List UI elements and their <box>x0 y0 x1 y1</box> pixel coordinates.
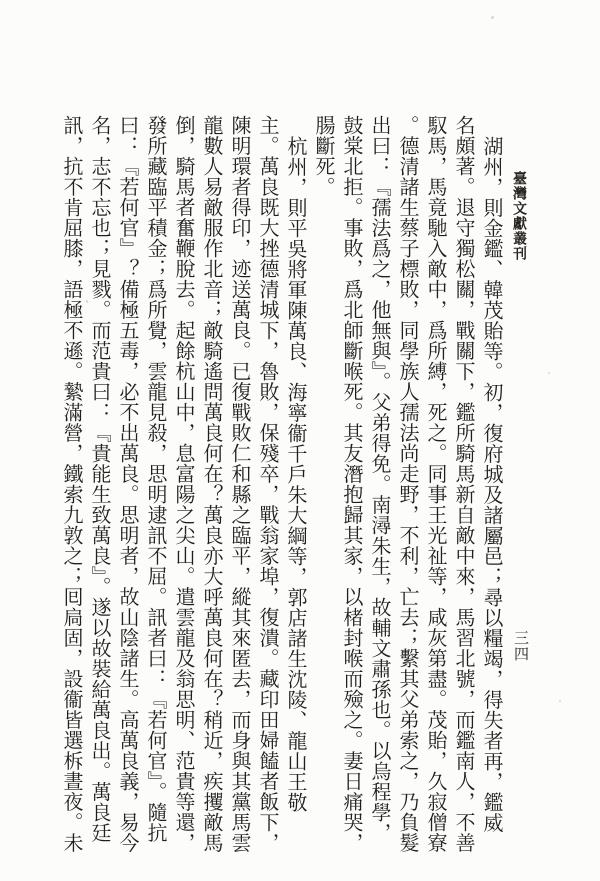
page-number: 三四 <box>512 630 530 662</box>
series-masthead: 臺灣文獻叢刊 <box>511 171 527 261</box>
text-column-12: 倒，騎馬者奮鞭脫去。起餘杭山中，息富陽之尖山。遣雲龍及翁思明、范貴等還， <box>172 115 196 853</box>
text-column-9: 主。萬良既大挫德清城下，魯敗，保殘卒，戰翁家埠，復潰。藏印田婦饁者飯下， <box>256 115 280 853</box>
text-column-1: 湖州，則金鑑、韓茂貽等。初，復府城及諸屬邑；尋以糧竭，得失者再，鑑威 <box>480 136 504 833</box>
text-column-5: 出曰：『孺法爲之，他無與』。父弟得免。南潯朱生，故輔文肅孫也。以烏程學， <box>368 115 392 843</box>
text-column-11: 龍數人易敵服作北音；敵騎遙問萬良何在？萬良亦大呼萬良何在？稍近，疾攫敵馬 <box>200 115 224 853</box>
text-column-8: 杭州，則平吳將軍陳萬良、海寧衞千戶朱大綱等，郭店諸生沈陵、龍山王敬 <box>284 136 308 813</box>
text-column-3: 馭馬，馬竟馳入敵中，爲所縛，死之。同事王光祉等，咸灰第盡。茂貽，久寂僧寮 <box>424 115 448 853</box>
text-column-7: 腸斷死。 <box>312 115 336 197</box>
text-block <box>58 115 506 857</box>
text-column-14: 曰：『若何官』？備極五毒，必不出萬良。思明者，故山陰諸生。高萬良義，易今 <box>116 115 140 853</box>
text-column-10: 陳明環者得印，迹送萬良。已復戰敗仁和縣之臨平，縱其來匿去，而身與其黨馬雲 <box>228 115 252 853</box>
scan-speck <box>86 300 88 303</box>
text-column-13: 發所藏臨平積金；爲所覺，雲龍見殺，思明逮訊不屈。訊者曰：『若何官』。隨抗 <box>144 115 168 843</box>
text-column-4: 。德清諸生蔡子標敗，同學族人孺法尚走野，不利，亡去；繫其父弟索之，乃負髮 <box>396 115 420 853</box>
scan-speck <box>548 372 550 374</box>
text-column-15: 名，志不忘也；見戮。而范貴曰：『貴能生致萬良』。遂以故裝給萬良出。萬良廷 <box>88 115 112 843</box>
text-column-2: 名頗著。退守獨松關，戰關下，鑑所騎馬新自敵中來，馬習北號，而鑑南人，不善 <box>452 115 476 853</box>
text-column-6: 鼓棠北拒。事敗，爲北師斷喉死。其友潛抱歸其家，以楮封喉而殮之。妻日痛哭， <box>340 115 364 853</box>
text-column-16: 訊，抗不肯屈膝，語極不遜。縶滿營，鐵索九敦之；囘扃固，設衞皆選柝晝夜。未 <box>60 115 84 853</box>
scan-speck <box>491 16 494 19</box>
scan-speck <box>559 700 561 702</box>
